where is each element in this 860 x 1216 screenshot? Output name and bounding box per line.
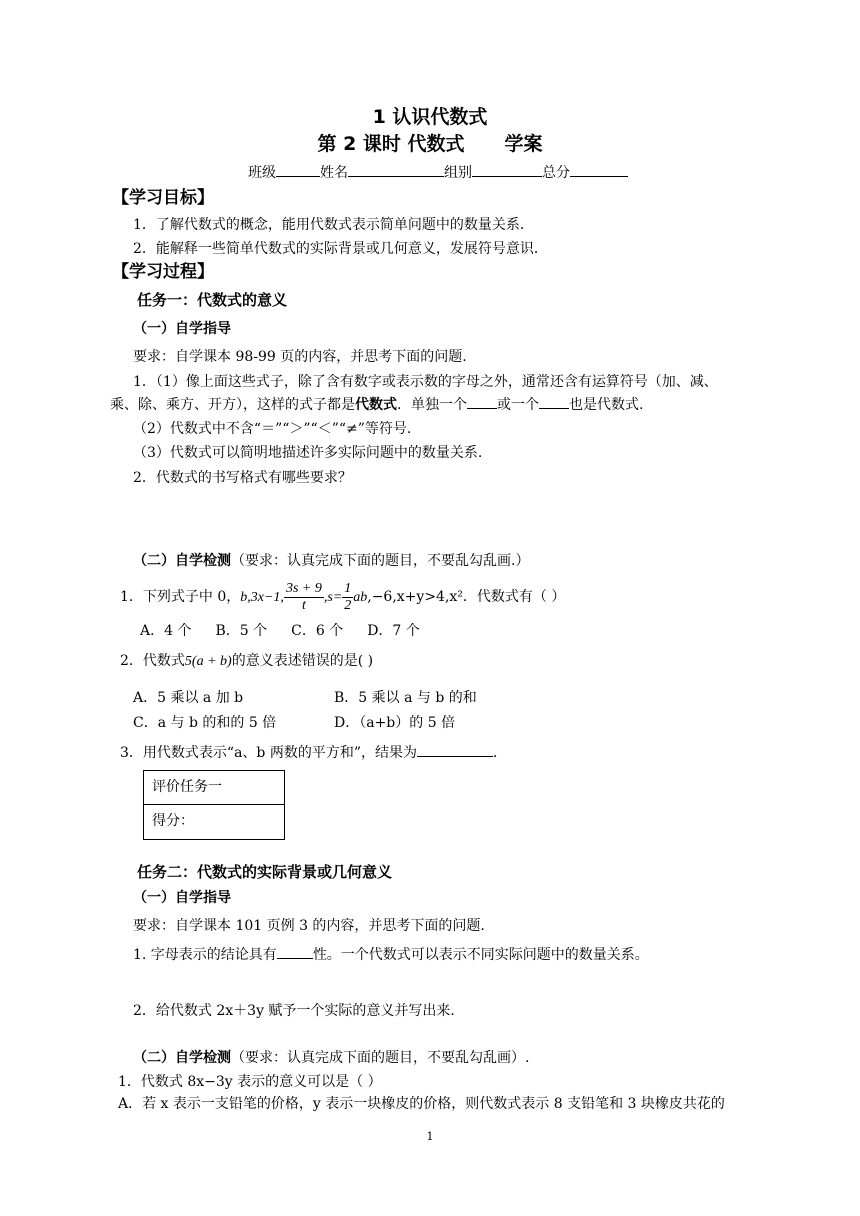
page-title: 1 认识代数式 bbox=[372, 106, 488, 128]
task1-check-note: （要求：认真完成下面的题目，不要乱勾乱画.） bbox=[231, 553, 530, 569]
objectives-heading: 【学习目标】 bbox=[112, 188, 214, 208]
c2-prefix: 2．代数式 bbox=[120, 653, 185, 669]
task2-check-note: （要求：认真完成下面的题目，不要乱勾乱画）. bbox=[231, 1050, 530, 1066]
c1-expr: ,s= bbox=[323, 590, 343, 605]
info-score-blank[interactable] bbox=[570, 162, 628, 177]
student-info-line bbox=[248, 162, 628, 183]
task2-check-heading: （二）自学检测 bbox=[133, 1050, 231, 1066]
task1-c1-options bbox=[140, 621, 420, 641]
fraction-denominator: t bbox=[301, 597, 306, 613]
q1-keyword: 代数式 bbox=[355, 397, 397, 413]
q1-text: 乘、除、乘方、开方），这样的式子都是 bbox=[110, 397, 355, 413]
process-heading: 【学习过程】 bbox=[112, 262, 214, 282]
task2-check-q1: 1．代数式 8x−3y 表示的意义可以是（ ） bbox=[118, 1074, 382, 1090]
c1-rest: ,−6,x+y>4,x²．代数式有（ ） bbox=[367, 589, 566, 605]
c1-expr: b,3x−1, bbox=[240, 590, 284, 605]
task1-guide-heading: （一）自学指导 bbox=[133, 321, 231, 337]
task1-check-q2 bbox=[120, 651, 373, 672]
c1-prefix: 1．下列式子中 0， bbox=[120, 589, 241, 605]
info-score-label: 总分 bbox=[542, 165, 570, 181]
fraction-denominator: 2 bbox=[344, 597, 352, 613]
info-group-label: 组别 bbox=[444, 165, 472, 181]
q1-text: ．单独一个 bbox=[397, 397, 467, 413]
q1-blank-1[interactable] bbox=[467, 394, 497, 409]
page-subtitle bbox=[0, 131, 860, 157]
info-name-blank[interactable] bbox=[348, 162, 444, 177]
task1-heading: 任务一：代数式的意义 bbox=[137, 291, 288, 309]
task2-q1 bbox=[133, 944, 649, 965]
q1-text: 也是代数式. bbox=[569, 397, 644, 413]
subtitle-lesson: 第 2 课时 代数式 bbox=[317, 133, 465, 155]
c2-expr: 5(a + b) bbox=[184, 654, 232, 669]
c2-suffix: 的意义表述错误的是( ) bbox=[231, 653, 374, 669]
task2-q1-blank[interactable] bbox=[277, 944, 313, 959]
c2-option-b[interactable]: B．5 乘以 a 与 b 的和 bbox=[334, 690, 477, 706]
task1-q2: 2．代数式的书写格式有哪些要求？ bbox=[133, 470, 352, 486]
task2-check-heading-line bbox=[133, 1048, 529, 1068]
info-class-blank[interactable] bbox=[276, 162, 320, 177]
evaluation-label: 评价任务一 bbox=[152, 779, 222, 795]
info-group-blank[interactable] bbox=[472, 162, 542, 177]
page-number: 1 bbox=[426, 1130, 434, 1143]
c2-option-a[interactable]: A．5 乘以 a 加 b bbox=[133, 690, 244, 706]
task1-check-heading: （二）自学检测 bbox=[133, 553, 231, 569]
task2-heading: 任务二：代数式的实际背景或几何意义 bbox=[137, 863, 393, 881]
task1-check-q1 bbox=[120, 580, 565, 615]
evaluation-box bbox=[143, 770, 285, 840]
c1-fraction-2 bbox=[342, 581, 353, 614]
c3-answer-blank[interactable] bbox=[417, 742, 493, 757]
task1-q1-2: （2）代数式中不含“＝”“＞”“＜”“≠”等符号. bbox=[133, 421, 412, 437]
option-d[interactable]: D．7 个 bbox=[367, 623, 420, 639]
task2-q2: 2．给代数式 2x＋3y 赋予一个实际的意义并写出来． bbox=[133, 1003, 465, 1019]
info-class-label: 班级 bbox=[248, 165, 276, 181]
subtitle-kind: 学案 bbox=[504, 133, 543, 155]
task2-requirement: 要求：自学课本 101 页例 3 的内容，并思考下面的问题. bbox=[133, 918, 485, 934]
task1-q1-3: （3）代数式可以简明地描述许多实际问题中的数量关系. bbox=[133, 445, 483, 461]
objective-item: 2．能解释一些简单代数式的实际背景或几何意义，发展符号意识． bbox=[133, 241, 548, 257]
info-name-label: 姓名 bbox=[320, 165, 348, 181]
score-field[interactable]: 得分： bbox=[144, 804, 284, 838]
option-a[interactable]: A．4 个 bbox=[140, 623, 192, 639]
c2-option-d[interactable]: D．（a+b）的 5 倍 bbox=[334, 715, 456, 731]
q1-text: 1. 字母表示的结论具有 bbox=[133, 947, 277, 963]
c3-end: ． bbox=[492, 745, 507, 761]
c2-option-c[interactable]: C．a 与 b 的和的 5 倍 bbox=[133, 715, 277, 731]
task1-q1-line2 bbox=[110, 394, 643, 415]
fraction-numerator: 3s + 9 bbox=[285, 580, 322, 596]
objective-item: 1．了解代数式的概念，能用代数式表示简单问题中的数量关系． bbox=[133, 217, 534, 233]
q1-blank-2[interactable] bbox=[539, 394, 569, 409]
option-b[interactable]: B．5 个 bbox=[215, 623, 268, 639]
q1-text: 或一个 bbox=[497, 397, 539, 413]
c1-fraction-1 bbox=[284, 581, 324, 614]
c1-expr: ab bbox=[353, 590, 368, 605]
option-c[interactable]: C．6 个 bbox=[291, 623, 344, 639]
fraction-numerator: 1 bbox=[344, 580, 352, 596]
task1-q1-line1: 1．（1）像上面这些式子，除了含有数字或表示数的字母之外，通常还含有运算符号（加、减、 bbox=[133, 374, 718, 390]
c3-text: 3．用代数式表示“a、b 两数的平方和”，结果为 bbox=[120, 745, 417, 761]
task1-requirement: 要求：自学课本 98-99 页的内容，并思考下面的问题. bbox=[133, 349, 467, 365]
task1-check-q3 bbox=[120, 742, 507, 763]
task2-check-q1-option-a[interactable]: A．若 x 表示一支铅笔的价格，y 表示一块橡皮的价格，则代数式表示 8 支铅笔和 3 块橡皮共花的 bbox=[118, 1096, 725, 1112]
task2-guide-heading: （一）自学指导 bbox=[133, 890, 231, 906]
task1-check-heading-line bbox=[133, 551, 529, 571]
q1-text: 性。一个代数式可以表示不同实际问题中的数量关系。 bbox=[312, 947, 649, 963]
